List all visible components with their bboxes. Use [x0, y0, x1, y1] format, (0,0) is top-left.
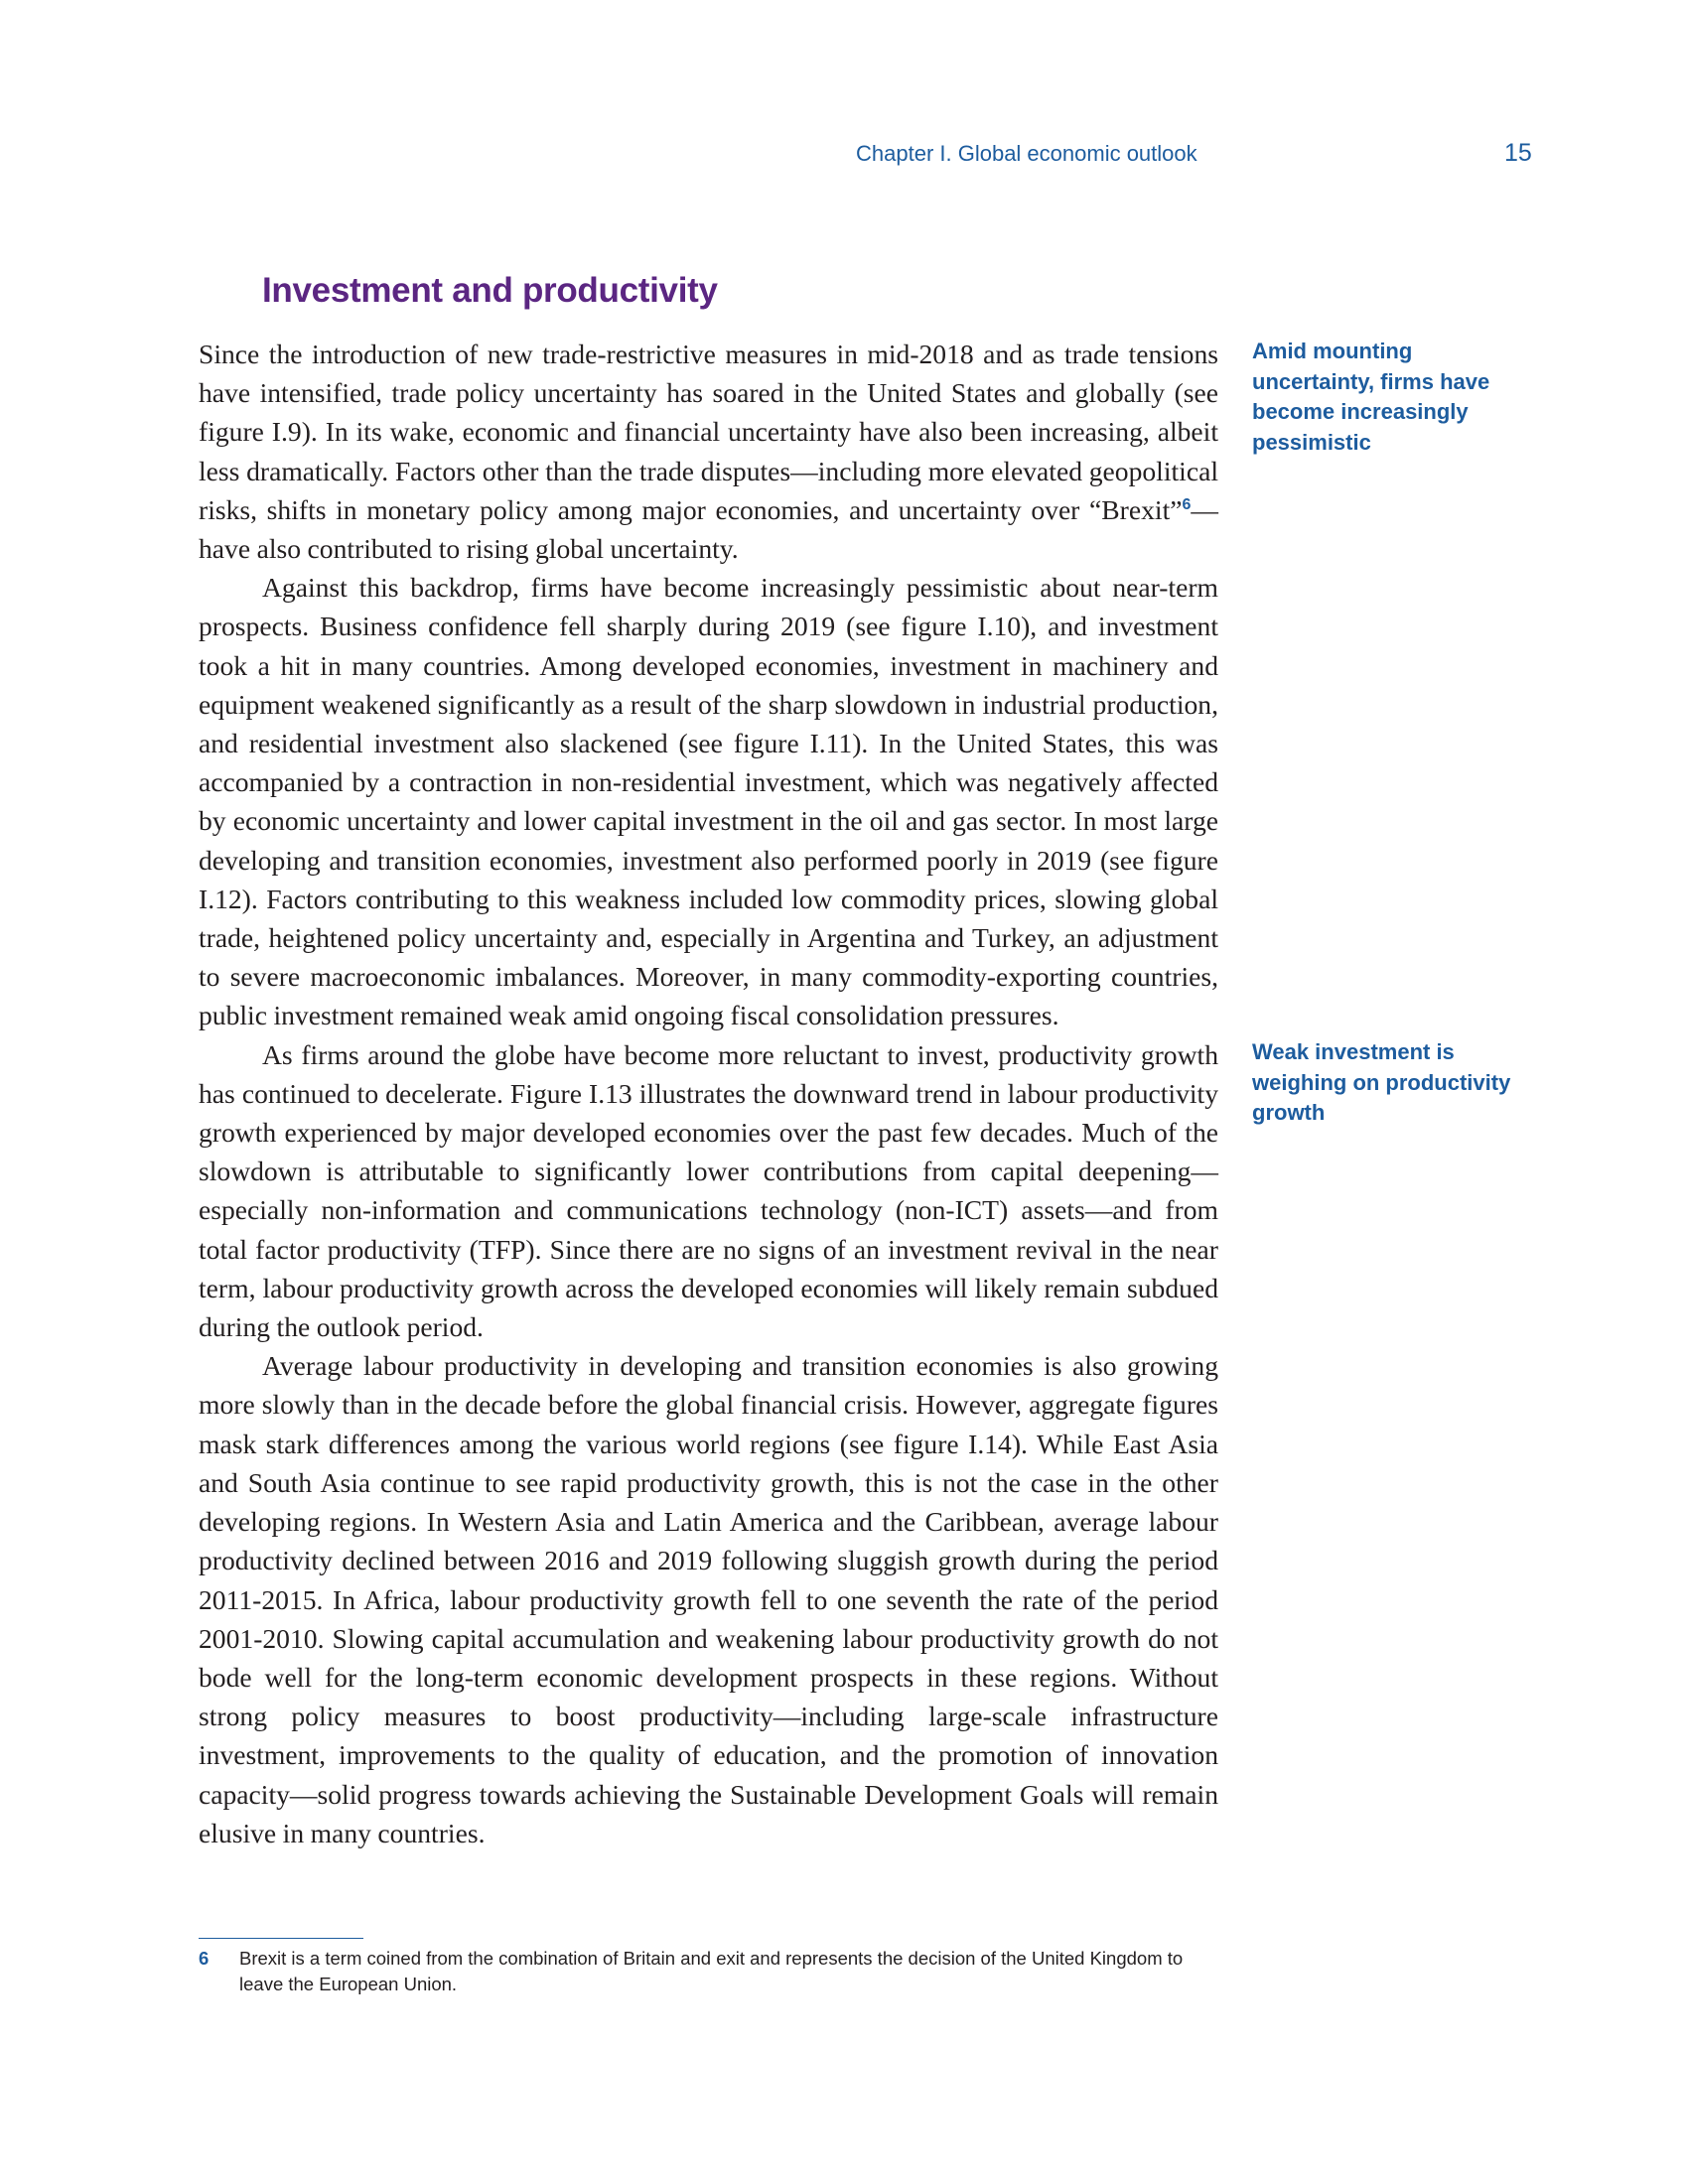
body-text [199, 335, 1218, 1852]
margin-note-productivity: Weak investment is weighing on productivity growth [1252, 1039, 1511, 1125]
page-number: 15 [1504, 139, 1532, 167]
section-title: Investment and productivity [262, 271, 718, 310]
footnote-reference[interactable]: 6 [1182, 495, 1192, 513]
paragraph-1-text: Since the introduction of new trade-restrictive measures in mid-2018 and as trade tensions have intensified, trade policy uncertainty has soared in the United States and globally (see figure I.9). In its wake, economic and financial uncertainty have also been increasing, albeit less dramatically. Factors other than the trade disputes—including more elevated geopolitical risks, shifts in monetary policy among major economies, and uncertainty over “Brexit” [199, 339, 1218, 525]
footnote [199, 1946, 1218, 1997]
footnote-number: 6 [199, 1948, 210, 1969]
paragraph-4: Average labour productivity in developing and transition economies is also growing more slowly than in the decade before the global financial crisis. However, aggregate figures mask stark differences among the various world regions (see figure I.14). While East Asia and South Asia continue to see rapid productivity growth, this is not the case in the other developing regions. In Western Asia and Latin America and the Caribbean, average labour productivity declined between 2016 and 2019 following sluggish growth during the period 2011-2015. In Africa, labour productivity growth fell to one seventh the rate of the period 2001-2010. Slowing capital accumulation and weakening labour productivity growth do not bode well for the long-term economic development prospects in these regions. Without strong policy measures to boost productivity—including large-scale infrastructure investment, improvements to the quality of education, and the promotion of innovation capacity—solid progress towards achieving the Sustainable Development Goals will remain elusive in many countries. [199, 1350, 1218, 1848]
paragraph-1 [199, 335, 1218, 568]
running-head: Chapter I. Global economic outlook [856, 141, 1197, 166]
paragraph-1-continuation: —have also contributed to rising global uncertainty. [199, 493, 1218, 565]
margin-note-pessimism: Amid mounting uncertainty, firms have become increasingly pessimistic [1252, 339, 1490, 455]
footnote-divider [199, 1938, 363, 1939]
paragraph-3: As firms around the globe have become more reluctant to invest, productivity growth has continued to decelerate. Figure I.13 illustrates the downward trend in labour productivity growth experienced by major developed economies over the past few decades. Much of the slowdown is attributable to significantly lower contributions from capital deepening—especially non-information and communications technology (non-ICT) assets—and from total factor productivity (TFP). Since there are no signs of an investment revival in the near term, labour productivity growth across the developed economies will likely remain subdued during the outlook period. [199, 1038, 1218, 1343]
footnote-text: Brexit is a term coined from the combination of Britain and exit and represents the decision of the United Kingdom to leave the European Union. [239, 1948, 1184, 1994]
paragraph-2: Against this backdrop, firms have become increasingly pessimistic about near-term prospects. Business confidence fell sharply during 2019 (see figure I.10), and investment took a hit in many countries. Among developed economies, investment in machinery and equipment weakened significantly as a result of the sharp slowdown in industrial production, and residential investment also slackened (see figure I.11). In the United States, this was accompanied by a contraction in non-residential investment, which was negatively affected by economic uncertainty and lower capital investment in the oil and gas sector. In most large developing and transition economies, investment also performed poorly in 2019 (see figure I.12). Factors contributing to this weakness included low commodity prices, slowing global trade, heightened policy uncertainty and, especially in Argentina and Turkey, an adjustment to severe macroeconomic imbalances. Moreover, in many commodity-exporting countries, public investment remained weak amid ongoing fiscal consolidation pressures. [199, 572, 1218, 1031]
